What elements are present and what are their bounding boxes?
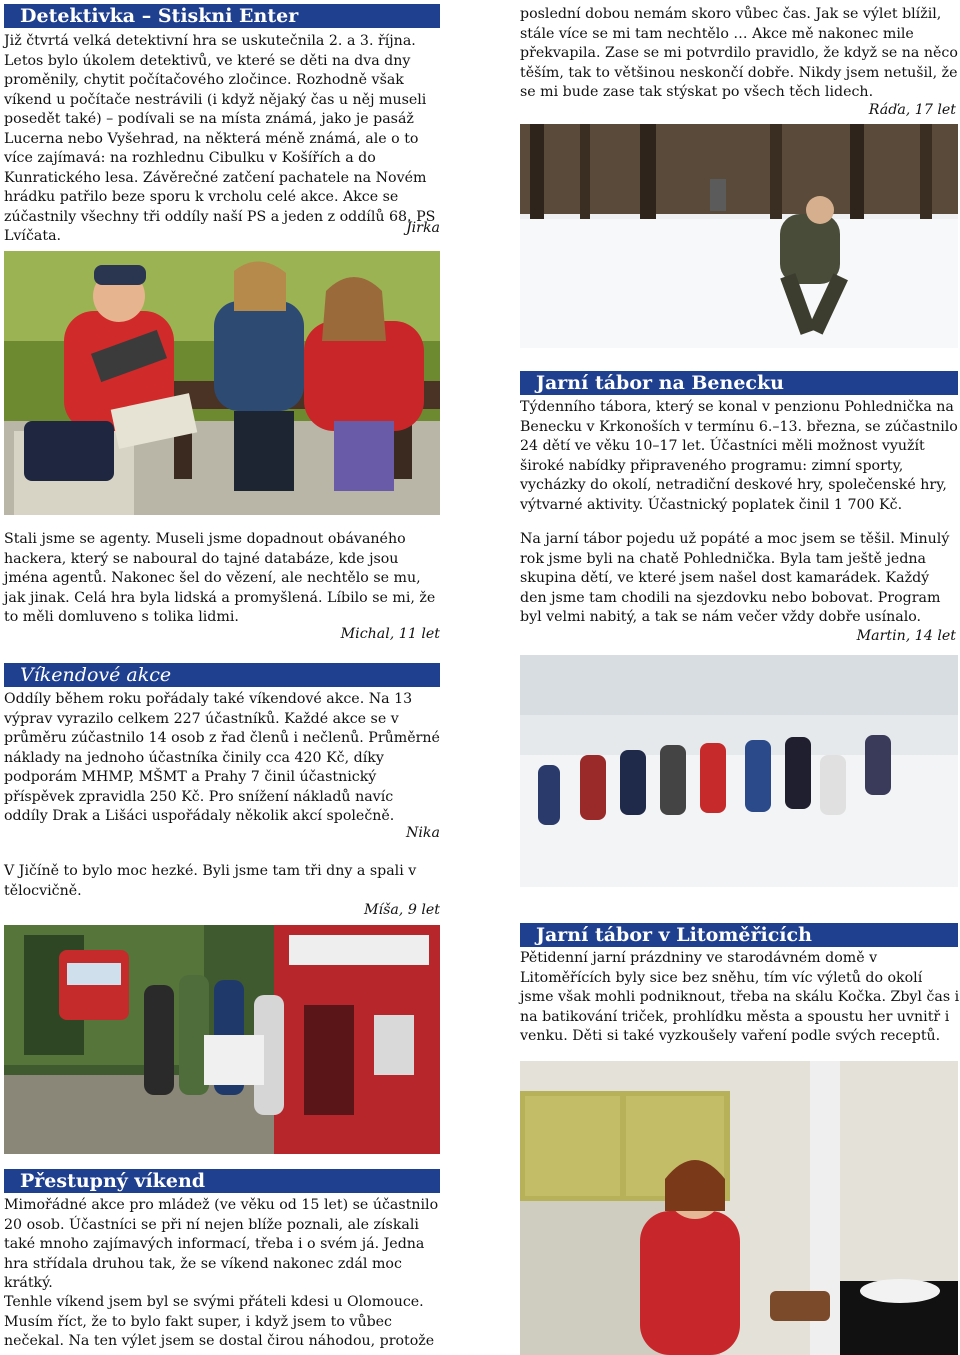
- article-agenti-text: Stali jsme se agenty. Museli jsme dopadnout obávaného hackera, který se naboural do tajné databáze, kde jsou jména agentů. Nakonec šel do vězení, ale nechtělo se mu, jak jinak. Celá hra byla lidská a promyšlená. Líbilo se mi, že to měli domluveno s tolika lidmi.: [4, 531, 436, 625]
- article-vikendove-text: Oddíly během roku pořádaly také víkendové akce. Na 13 výprav vyrazilo celkem 227 účastníků. Každé akce se v průměru zúčastnilo 14 osob z řad členů i nečlenů. Průměrné náklady na jednoho účastníka činily cca 420 Kč, díky podporám MHMP, MŠMT a Prahy 7 činil účastnický příspěvek zpravidla 250 Kč. Pro snížení nákladů navíc oddíly Drak a Lišáci uspořádaly několik akcí společně.: [4, 691, 440, 824]
- photo-kitchen-cooking: [520, 1061, 958, 1355]
- signature-rada: Ráďa, 17 let: [868, 102, 956, 118]
- heading-prestupny-vikend: Přestupný víkend: [4, 1169, 440, 1193]
- article-intro-text: poslední dobou nemám skoro vůbec čas. Jak se výlet blížil, stále více se mi tam nechtělo … Akce mě nakonec mile překvapila. Zase se mi potvrdilo pravidlo, že když se na něco těším, tak to většinou neskončí dobře. Nikdy jsem netušil, že se mi bude zase tak stýskat po všech těch lidech.: [520, 6, 958, 100]
- signature-jirka: Jirka: [405, 220, 440, 236]
- article-litomerice-text: Pětidenní jarní prázdniny ve starodávném domě v Litoměřících byly sice bez sněhu, tím víc výletů do okolí jsme však mohli podniknout, třeba na skálu Kočka. Zbyl čas i na batikování triček, prohlídku města a spoustu her uvnitř i venku. Děti si také vyzkoušely vaření podle svých receptů.: [520, 950, 960, 1044]
- article-benecko-text: Týdenního tábora, který se konal v penzionu Pohlednička na Benecku v Krkonoších v termínu 6.–13. března, se zúčastnilo 24 dětí ve věku 10–17 let. Účastníci měli možnost využít široké nabídky připraveného programu: zimní sporty, vycházky do okolí, netradiční deskové hry, společenské hry, výtvarné aktivity. Účastnický poplatek činil 1 700 Kč.: [520, 399, 958, 513]
- heading-benecko: Jarní tábor na Benecku: [520, 371, 958, 395]
- photo-train-station: [4, 925, 440, 1154]
- signature-misa: Míša, 9 let: [364, 902, 440, 918]
- photo-kids-on-bench: [4, 251, 440, 515]
- article-detektivka-text: Již čtvrtá velká detektivní hra se uskutečnila 2. a 3. října. Letos bylo úkolem detektivů, ve které se děti na dva dny proměnily, chytit počítačového zločince. Rozhodně však víkend u počítače nestrávili (i když nějaký čas u něj museli posedět také) – podívali se na místa známá, jako je pasáž Lucerna nebo Vyšehrad, na některá méně známá, ale o to více zajímavá: na rozhlednu Cibulku v Košířích a do Kunratického lesa. Závěrečné zatčení pachatele na Novém hrádku patřilo beze sporu k vrcholu celé akce. Akce se zúčastnily všechny tři oddíly naší PS a jeden z oddílů 68. PS Lvíčata.: [4, 33, 436, 244]
- photo-snow-tug: [520, 655, 958, 887]
- heading-detektivka: Detektivka – Stiskni Enter: [4, 4, 440, 28]
- article-jicin-text: V Jičíně to bylo moc hezké. Byli jsme tam tři dny a spali v tělocvičně.: [4, 863, 417, 899]
- heading-litomerice: Jarní tábor v Litoměřicích: [520, 923, 958, 947]
- photo-snowball-fight: [520, 124, 958, 348]
- article-prestupny-text2: Tenhle víkend jsem byl se svými přáteli kdesi u Olomouce. Musím říct, že to bylo fakt super, i když jsem to vůbec nečekal. Na ten výlet jsem se dostal čirou náhodou, protože: [4, 1294, 435, 1349]
- heading-vikendove-akce: Víkendové akce: [4, 663, 440, 687]
- article-benecko-text2: Na jarní tábor pojedu už popáté a moc jsem se těšil. Minulý rok jsme byli na chatě Pohlednička. Byla tam ještě jedna skupina dětí, ve které jsem našel dost kamarádek. Každý den jsme tam chodili na sjezdovku nebo bobovat. Program byl velmi nabitý, a tak se nám večer vždy dobře usínalo.: [520, 531, 950, 625]
- signature-michal: Michal, 11 let: [340, 626, 440, 642]
- article-prestupny-text: Mimořádné akce pro mládež (ve věku od 15 let) se účastnilo 20 osob. Účastníci se při ní nejen blíže poznali, ale získali také mnoho zajímavých informací, třeba i o svém já. Jedna hra střídala druhou tak, že se víkend nakonec zdál moc krátký.: [4, 1197, 439, 1291]
- signature-nika: Nika: [405, 825, 440, 841]
- signature-martin: Martin, 14 let: [856, 628, 956, 644]
